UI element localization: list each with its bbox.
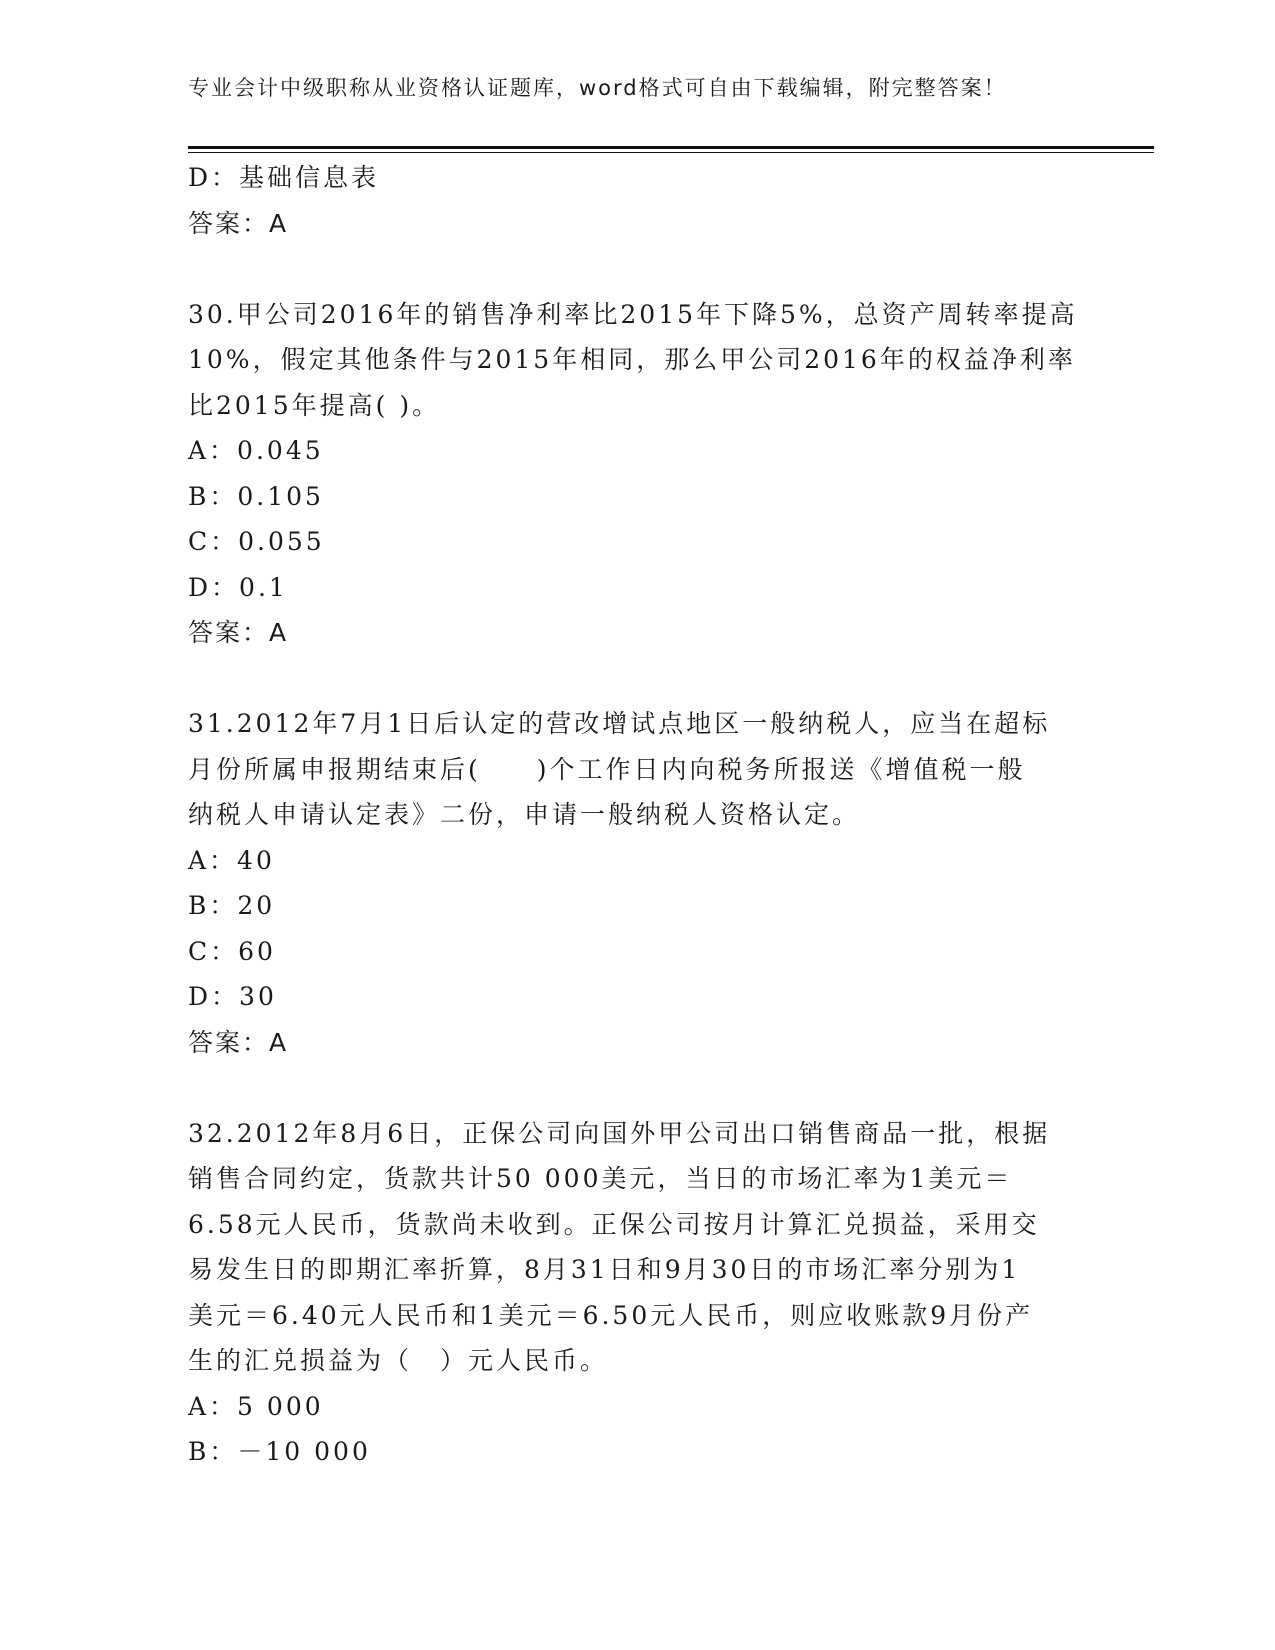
answer-line: 答案：A [188, 1027, 289, 1057]
option-line: A：5 000 [188, 1391, 324, 1421]
page-header: 专业会计中级职称从业资格认证题库，word格式可自由下载编辑，附完整答案！ [188, 76, 1007, 100]
question-content [188, 155, 1088, 1475]
header-rule-thin [188, 152, 1154, 153]
question-text-line: 10%，假定其他条件与2015年相同，那么甲公司2016年的权益净利率 [188, 345, 1076, 374]
option-line: A：0.045 [188, 436, 324, 465]
answer-line: 答案：A [188, 208, 289, 238]
question-block-31 [188, 701, 1088, 1065]
option-line: B：－10 000 [188, 1437, 371, 1466]
question-text-line: 销售合同约定，货款共计50 000美元，当日的市场汇率为1美元＝ [188, 1164, 1013, 1193]
option-line: D：0.1 [188, 572, 288, 602]
header-rule-thick [188, 146, 1154, 149]
option-line: C：0.055 [188, 527, 325, 556]
question-text-line: 月份所属申报期结束后( )个工作日内向税务所报送《增值税一般 [188, 754, 1026, 784]
question-block-29-tail [188, 155, 1088, 246]
option-line: C：60 [188, 936, 276, 966]
question-text-line: 易发生日的即期汇率折算，8月31日和9月30日的市场汇率分别为1 [188, 1255, 1021, 1284]
option-line: B：0.105 [188, 481, 324, 511]
question-block-32 [188, 1111, 1088, 1475]
question-text-line: 31.2012年7月1日后认定的营改增试点地区一般纳税人，应当在超标 [188, 709, 1051, 738]
question-block-30 [188, 292, 1088, 656]
question-text-line: 比2015年提高( )。 [188, 390, 441, 420]
option-line: D：基础信息表 [188, 163, 380, 192]
question-text-line: 32.2012年8月6日，正保公司向国外甲公司出口销售商品一批，根据 [188, 1118, 1051, 1148]
question-text-line: 30.甲公司2016年的销售净利率比2015年下降5%，总资产周转率提高 [188, 299, 1078, 329]
question-text-line: 生的汇兑损益为（ ）元人民币。 [188, 1346, 609, 1375]
answer-line: 答案：A [188, 618, 289, 647]
option-line: D：30 [188, 982, 277, 1011]
question-text-line: 美元＝6.40元人民币和1美元＝6.50元人民币，则应收账款9月份产 [188, 1300, 1034, 1330]
option-line: A：40 [188, 845, 275, 875]
question-text-line: 纳税人申请认定表》二份，申请一般纳税人资格认定。 [188, 800, 861, 829]
option-line: B：20 [188, 891, 276, 920]
question-text-line: 6.58元人民币，货款尚未收到。正保公司按月计算汇兑损益，采用交 [188, 1209, 1040, 1239]
